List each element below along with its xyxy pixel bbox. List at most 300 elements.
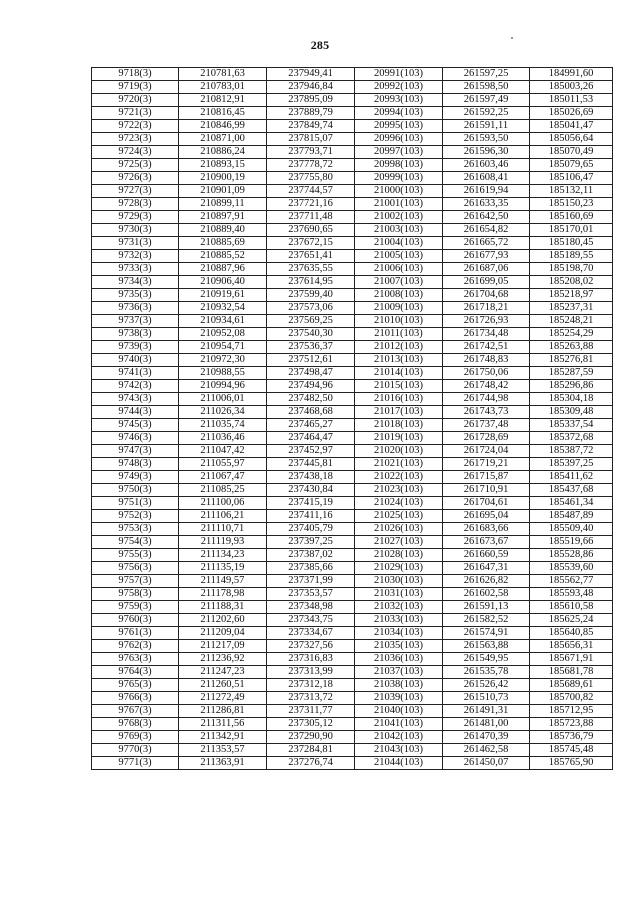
x-coordinate-cell: 211178,98: [179, 588, 267, 601]
point-id-cell: 21003(103): [355, 224, 443, 237]
y-coordinate-cell: 237415,19: [267, 497, 355, 510]
table-row: [92, 627, 613, 640]
y-coordinate-cell: 237290,90: [267, 731, 355, 744]
point-id-cell: 21006(103): [355, 263, 443, 276]
y-coordinate-cell: 237778,72: [267, 159, 355, 172]
point-id-cell: 21008(103): [355, 289, 443, 302]
x-coordinate-cell: 261596,30: [443, 146, 530, 159]
point-id-cell: 21004(103): [355, 237, 443, 250]
point-id-cell: 20998(103): [355, 159, 443, 172]
y-coordinate-cell: 237348,98: [267, 601, 355, 614]
x-coordinate-cell: 211342,91: [179, 731, 267, 744]
point-id-cell: 9736(3): [92, 302, 179, 315]
x-coordinate-cell: 210897,91: [179, 211, 267, 224]
x-coordinate-cell: 210783,01: [179, 81, 267, 94]
y-coordinate-cell: 185003,26: [530, 81, 613, 94]
x-coordinate-cell: 261737,48: [443, 419, 530, 432]
y-coordinate-cell: 185150,23: [530, 198, 613, 211]
y-coordinate-cell: 185056,64: [530, 133, 613, 146]
y-coordinate-cell: 185671,91: [530, 653, 613, 666]
y-coordinate-cell: 237946,84: [267, 81, 355, 94]
point-id-cell: 9744(3): [92, 406, 179, 419]
y-coordinate-cell: 185765,90: [530, 757, 613, 770]
point-id-cell: 20995(103): [355, 120, 443, 133]
x-coordinate-cell: 261462,58: [443, 744, 530, 757]
y-coordinate-cell: 185562,77: [530, 575, 613, 588]
x-coordinate-cell: 211311,56: [179, 718, 267, 731]
y-coordinate-cell: 185132,11: [530, 185, 613, 198]
table-row: [92, 289, 613, 302]
x-coordinate-cell: 210893,15: [179, 159, 267, 172]
table-row: [92, 419, 613, 432]
point-id-cell: 9741(3): [92, 367, 179, 380]
x-coordinate-cell: 211260,51: [179, 679, 267, 692]
y-coordinate-cell: 237327,56: [267, 640, 355, 653]
y-coordinate-cell: 185593,48: [530, 588, 613, 601]
y-coordinate-cell: 237334,67: [267, 627, 355, 640]
table-row: [92, 133, 613, 146]
x-coordinate-cell: 261710,91: [443, 484, 530, 497]
y-coordinate-cell: 185712,95: [530, 705, 613, 718]
table-row: [92, 614, 613, 627]
coordinates-table-container: [91, 67, 612, 770]
x-coordinate-cell: 261626,82: [443, 575, 530, 588]
y-coordinate-cell: 185528,86: [530, 549, 613, 562]
x-coordinate-cell: 261598,50: [443, 81, 530, 94]
x-coordinate-cell: 261597,49: [443, 94, 530, 107]
table-row: [92, 328, 613, 341]
table-row: [92, 81, 613, 94]
x-coordinate-cell: 261750,06: [443, 367, 530, 380]
point-id-cell: 9734(3): [92, 276, 179, 289]
table-row: [92, 250, 613, 263]
x-coordinate-cell: 261673,67: [443, 536, 530, 549]
y-coordinate-cell: 185411,62: [530, 471, 613, 484]
scan-speck: [511, 37, 513, 39]
x-coordinate-cell: 261602,58: [443, 588, 530, 601]
x-coordinate-cell: 261718,21: [443, 302, 530, 315]
point-id-cell: 21038(103): [355, 679, 443, 692]
y-coordinate-cell: 185656,31: [530, 640, 613, 653]
y-coordinate-cell: 185689,61: [530, 679, 613, 692]
x-coordinate-cell: 261677,93: [443, 250, 530, 263]
y-coordinate-cell: 185461,34: [530, 497, 613, 510]
x-coordinate-cell: 211353,57: [179, 744, 267, 757]
point-id-cell: 20994(103): [355, 107, 443, 120]
x-coordinate-cell: 211363,91: [179, 757, 267, 770]
point-id-cell: 9746(3): [92, 432, 179, 445]
x-coordinate-cell: 261491,31: [443, 705, 530, 718]
point-id-cell: 20993(103): [355, 94, 443, 107]
x-coordinate-cell: 211286,81: [179, 705, 267, 718]
table-row: [92, 185, 613, 198]
y-coordinate-cell: 185237,31: [530, 302, 613, 315]
x-coordinate-cell: 210954,71: [179, 341, 267, 354]
y-coordinate-cell: 237430,84: [267, 484, 355, 497]
y-coordinate-cell: 185519,66: [530, 536, 613, 549]
y-coordinate-cell: 185337,54: [530, 419, 613, 432]
table-row: [92, 510, 613, 523]
y-coordinate-cell: 237755,80: [267, 172, 355, 185]
x-coordinate-cell: 211055,97: [179, 458, 267, 471]
point-id-cell: 21022(103): [355, 471, 443, 484]
point-id-cell: 21040(103): [355, 705, 443, 718]
x-coordinate-cell: 211149,57: [179, 575, 267, 588]
point-id-cell: 21005(103): [355, 250, 443, 263]
x-coordinate-cell: 210919,61: [179, 289, 267, 302]
table-row: [92, 640, 613, 653]
x-coordinate-cell: 261748,83: [443, 354, 530, 367]
y-coordinate-cell: 185160,69: [530, 211, 613, 224]
y-coordinate-cell: 237438,18: [267, 471, 355, 484]
table-row: [92, 562, 613, 575]
y-coordinate-cell: 237540,30: [267, 328, 355, 341]
y-coordinate-cell: 185387,72: [530, 445, 613, 458]
point-id-cell: 9738(3): [92, 328, 179, 341]
x-coordinate-cell: 210846,99: [179, 120, 267, 133]
table-row: [92, 575, 613, 588]
table-row: [92, 601, 613, 614]
point-id-cell: 21036(103): [355, 653, 443, 666]
x-coordinate-cell: 261726,93: [443, 315, 530, 328]
y-coordinate-cell: 185700,82: [530, 692, 613, 705]
x-coordinate-cell: 210781,63: [179, 68, 267, 81]
y-coordinate-cell: 185106,47: [530, 172, 613, 185]
table-row: [92, 757, 613, 770]
y-coordinate-cell: 185625,24: [530, 614, 613, 627]
point-id-cell: 9737(3): [92, 315, 179, 328]
point-id-cell: 21002(103): [355, 211, 443, 224]
y-coordinate-cell: 237311,77: [267, 705, 355, 718]
x-coordinate-cell: 261704,61: [443, 497, 530, 510]
y-coordinate-cell: 237411,16: [267, 510, 355, 523]
table-row: [92, 302, 613, 315]
point-id-cell: 9720(3): [92, 94, 179, 107]
point-id-cell: 9754(3): [92, 536, 179, 549]
table-row: [92, 263, 613, 276]
point-id-cell: 21011(103): [355, 328, 443, 341]
y-coordinate-cell: 237385,66: [267, 562, 355, 575]
point-id-cell: 9760(3): [92, 614, 179, 627]
y-coordinate-cell: 237721,16: [267, 198, 355, 211]
x-coordinate-cell: 211036,46: [179, 432, 267, 445]
table-row: [92, 744, 613, 757]
x-coordinate-cell: 261695,04: [443, 510, 530, 523]
table-row: [92, 653, 613, 666]
point-id-cell: 9732(3): [92, 250, 179, 263]
x-coordinate-cell: 211026,34: [179, 406, 267, 419]
point-id-cell: 9762(3): [92, 640, 179, 653]
coordinates-table: [91, 67, 613, 770]
point-id-cell: 9764(3): [92, 666, 179, 679]
y-coordinate-cell: 185723,88: [530, 718, 613, 731]
point-id-cell: 9770(3): [92, 744, 179, 757]
y-coordinate-cell: 185263,88: [530, 341, 613, 354]
x-coordinate-cell: 261603,46: [443, 159, 530, 172]
x-coordinate-cell: 261715,87: [443, 471, 530, 484]
x-coordinate-cell: 261654,82: [443, 224, 530, 237]
y-coordinate-cell: 185180,45: [530, 237, 613, 250]
y-coordinate-cell: 237482,50: [267, 393, 355, 406]
y-coordinate-cell: 185309,48: [530, 406, 613, 419]
x-coordinate-cell: 261619,94: [443, 185, 530, 198]
x-coordinate-cell: 210972,30: [179, 354, 267, 367]
page-number: 285: [310, 38, 330, 52]
x-coordinate-cell: 211067,47: [179, 471, 267, 484]
y-coordinate-cell: 237599,40: [267, 289, 355, 302]
point-id-cell: 20996(103): [355, 133, 443, 146]
table-row: [92, 68, 613, 81]
y-coordinate-cell: 237313,99: [267, 666, 355, 679]
y-coordinate-cell: 237445,81: [267, 458, 355, 471]
x-coordinate-cell: 210871,00: [179, 133, 267, 146]
y-coordinate-cell: 237711,48: [267, 211, 355, 224]
y-coordinate-cell: 237651,41: [267, 250, 355, 263]
y-coordinate-cell: 237313,72: [267, 692, 355, 705]
y-coordinate-cell: 185011,53: [530, 94, 613, 107]
y-coordinate-cell: 237312,18: [267, 679, 355, 692]
table-row: [92, 237, 613, 250]
point-id-cell: 9742(3): [92, 380, 179, 393]
y-coordinate-cell: 237635,55: [267, 263, 355, 276]
point-id-cell: 21033(103): [355, 614, 443, 627]
x-coordinate-cell: 210900,19: [179, 172, 267, 185]
point-id-cell: 20999(103): [355, 172, 443, 185]
point-id-cell: 21020(103): [355, 445, 443, 458]
point-id-cell: 21028(103): [355, 549, 443, 562]
point-id-cell: 21009(103): [355, 302, 443, 315]
y-coordinate-cell: 237465,27: [267, 419, 355, 432]
x-coordinate-cell: 211209,04: [179, 627, 267, 640]
y-coordinate-cell: 185041,47: [530, 120, 613, 133]
y-coordinate-cell: 185026,69: [530, 107, 613, 120]
point-id-cell: 21014(103): [355, 367, 443, 380]
table-row: [92, 393, 613, 406]
table-row: [92, 94, 613, 107]
x-coordinate-cell: 211272,49: [179, 692, 267, 705]
point-id-cell: 9747(3): [92, 445, 179, 458]
x-coordinate-cell: 261642,50: [443, 211, 530, 224]
point-id-cell: 21027(103): [355, 536, 443, 549]
point-id-cell: 21026(103): [355, 523, 443, 536]
point-id-cell: 9730(3): [92, 224, 179, 237]
y-coordinate-cell: 185640,85: [530, 627, 613, 640]
y-coordinate-cell: 237744,57: [267, 185, 355, 198]
x-coordinate-cell: 261597,25: [443, 68, 530, 81]
table-row: [92, 276, 613, 289]
point-id-cell: 21019(103): [355, 432, 443, 445]
table-row: [92, 549, 613, 562]
y-coordinate-cell: 237387,02: [267, 549, 355, 562]
point-id-cell: 9748(3): [92, 458, 179, 471]
table-row: [92, 536, 613, 549]
point-id-cell: 21024(103): [355, 497, 443, 510]
x-coordinate-cell: 261592,25: [443, 107, 530, 120]
point-id-cell: 9749(3): [92, 471, 179, 484]
y-coordinate-cell: 185079,65: [530, 159, 613, 172]
x-coordinate-cell: 210932,54: [179, 302, 267, 315]
y-coordinate-cell: 237793,71: [267, 146, 355, 159]
y-coordinate-cell: 237889,79: [267, 107, 355, 120]
x-coordinate-cell: 210885,52: [179, 250, 267, 263]
x-coordinate-cell: 211047,42: [179, 445, 267, 458]
point-id-cell: 21035(103): [355, 640, 443, 653]
table-row: [92, 523, 613, 536]
point-id-cell: 9723(3): [92, 133, 179, 146]
x-coordinate-cell: 211188,31: [179, 601, 267, 614]
table-row: [92, 679, 613, 692]
y-coordinate-cell: 185276,81: [530, 354, 613, 367]
table-row: [92, 484, 613, 497]
y-coordinate-cell: 185218,97: [530, 289, 613, 302]
y-coordinate-cell: 237895,09: [267, 94, 355, 107]
x-coordinate-cell: 210887,96: [179, 263, 267, 276]
point-id-cell: 21017(103): [355, 406, 443, 419]
y-coordinate-cell: 185681,78: [530, 666, 613, 679]
point-id-cell: 21031(103): [355, 588, 443, 601]
x-coordinate-cell: 261724,04: [443, 445, 530, 458]
y-coordinate-cell: 237690,65: [267, 224, 355, 237]
y-coordinate-cell: 237494,96: [267, 380, 355, 393]
x-coordinate-cell: 261450,07: [443, 757, 530, 770]
x-coordinate-cell: 261665,72: [443, 237, 530, 250]
point-id-cell: 9763(3): [92, 653, 179, 666]
y-coordinate-cell: 237405,79: [267, 523, 355, 536]
point-id-cell: 9728(3): [92, 198, 179, 211]
coordinates-table-body: [92, 68, 613, 770]
table-row: [92, 159, 613, 172]
y-coordinate-cell: 185745,48: [530, 744, 613, 757]
table-row: [92, 367, 613, 380]
table-row: [92, 146, 613, 159]
point-id-cell: 9731(3): [92, 237, 179, 250]
x-coordinate-cell: 210886,24: [179, 146, 267, 159]
point-id-cell: 21042(103): [355, 731, 443, 744]
point-id-cell: 21030(103): [355, 575, 443, 588]
x-coordinate-cell: 261719,21: [443, 458, 530, 471]
x-coordinate-cell: 261683,66: [443, 523, 530, 536]
x-coordinate-cell: 261728,69: [443, 432, 530, 445]
x-coordinate-cell: 261481,00: [443, 718, 530, 731]
point-id-cell: 9727(3): [92, 185, 179, 198]
x-coordinate-cell: 211134,23: [179, 549, 267, 562]
x-coordinate-cell: 261549,95: [443, 653, 530, 666]
x-coordinate-cell: 261660,59: [443, 549, 530, 562]
y-coordinate-cell: 237464,47: [267, 432, 355, 445]
point-id-cell: 21021(103): [355, 458, 443, 471]
point-id-cell: 9739(3): [92, 341, 179, 354]
point-id-cell: 9756(3): [92, 562, 179, 575]
point-id-cell: 20997(103): [355, 146, 443, 159]
x-coordinate-cell: 261687,06: [443, 263, 530, 276]
table-row: [92, 224, 613, 237]
x-coordinate-cell: 261591,13: [443, 601, 530, 614]
point-id-cell: 21029(103): [355, 562, 443, 575]
y-coordinate-cell: 237343,75: [267, 614, 355, 627]
table-row: [92, 107, 613, 120]
point-id-cell: 21018(103): [355, 419, 443, 432]
y-coordinate-cell: 237371,99: [267, 575, 355, 588]
y-coordinate-cell: 237512,61: [267, 354, 355, 367]
point-id-cell: 9769(3): [92, 731, 179, 744]
x-coordinate-cell: 261742,51: [443, 341, 530, 354]
x-coordinate-cell: 210934,61: [179, 315, 267, 328]
y-coordinate-cell: 237614,95: [267, 276, 355, 289]
x-coordinate-cell: 210885,69: [179, 237, 267, 250]
x-coordinate-cell: 211035,74: [179, 419, 267, 432]
point-id-cell: 9751(3): [92, 497, 179, 510]
table-row: [92, 211, 613, 224]
point-id-cell: 9755(3): [92, 549, 179, 562]
x-coordinate-cell: 261526,42: [443, 679, 530, 692]
table-row: [92, 341, 613, 354]
table-row: [92, 120, 613, 133]
point-id-cell: 9757(3): [92, 575, 179, 588]
y-coordinate-cell: 184991,60: [530, 68, 613, 81]
point-id-cell: 9766(3): [92, 692, 179, 705]
x-coordinate-cell: 261699,05: [443, 276, 530, 289]
table-row: [92, 458, 613, 471]
point-id-cell: 9743(3): [92, 393, 179, 406]
x-coordinate-cell: 261647,31: [443, 562, 530, 575]
y-coordinate-cell: 237397,25: [267, 536, 355, 549]
y-coordinate-cell: 185437,68: [530, 484, 613, 497]
x-coordinate-cell: 261510,73: [443, 692, 530, 705]
y-coordinate-cell: 237452,97: [267, 445, 355, 458]
x-coordinate-cell: 210899,11: [179, 198, 267, 211]
table-row: [92, 354, 613, 367]
point-id-cell: 9721(3): [92, 107, 179, 120]
point-id-cell: 21000(103): [355, 185, 443, 198]
point-id-cell: 9759(3): [92, 601, 179, 614]
point-id-cell: 21043(103): [355, 744, 443, 757]
point-id-cell: 21012(103): [355, 341, 443, 354]
point-id-cell: 21025(103): [355, 510, 443, 523]
x-coordinate-cell: 261582,52: [443, 614, 530, 627]
x-coordinate-cell: 261633,35: [443, 198, 530, 211]
table-row: [92, 497, 613, 510]
y-coordinate-cell: 237949,41: [267, 68, 355, 81]
y-coordinate-cell: 237284,81: [267, 744, 355, 757]
y-coordinate-cell: 237573,06: [267, 302, 355, 315]
x-coordinate-cell: 211217,09: [179, 640, 267, 653]
table-row: [92, 172, 613, 185]
point-id-cell: 21016(103): [355, 393, 443, 406]
x-coordinate-cell: 211247,23: [179, 666, 267, 679]
y-coordinate-cell: 237849,74: [267, 120, 355, 133]
point-id-cell: 9750(3): [92, 484, 179, 497]
x-coordinate-cell: 210988,55: [179, 367, 267, 380]
point-id-cell: 9761(3): [92, 627, 179, 640]
y-coordinate-cell: 237672,15: [267, 237, 355, 250]
table-row: [92, 718, 613, 731]
y-coordinate-cell: 185070,49: [530, 146, 613, 159]
y-coordinate-cell: 185208,02: [530, 276, 613, 289]
y-coordinate-cell: 185189,55: [530, 250, 613, 263]
point-id-cell: 9722(3): [92, 120, 179, 133]
x-coordinate-cell: 211100,06: [179, 497, 267, 510]
point-id-cell: 21034(103): [355, 627, 443, 640]
x-coordinate-cell: 211135,19: [179, 562, 267, 575]
point-id-cell: 21037(103): [355, 666, 443, 679]
y-coordinate-cell: 185736,79: [530, 731, 613, 744]
y-coordinate-cell: 185198,70: [530, 263, 613, 276]
x-coordinate-cell: 210994,96: [179, 380, 267, 393]
point-id-cell: 9768(3): [92, 718, 179, 731]
y-coordinate-cell: 185304,18: [530, 393, 613, 406]
y-coordinate-cell: 237498,47: [267, 367, 355, 380]
y-coordinate-cell: 237353,57: [267, 588, 355, 601]
